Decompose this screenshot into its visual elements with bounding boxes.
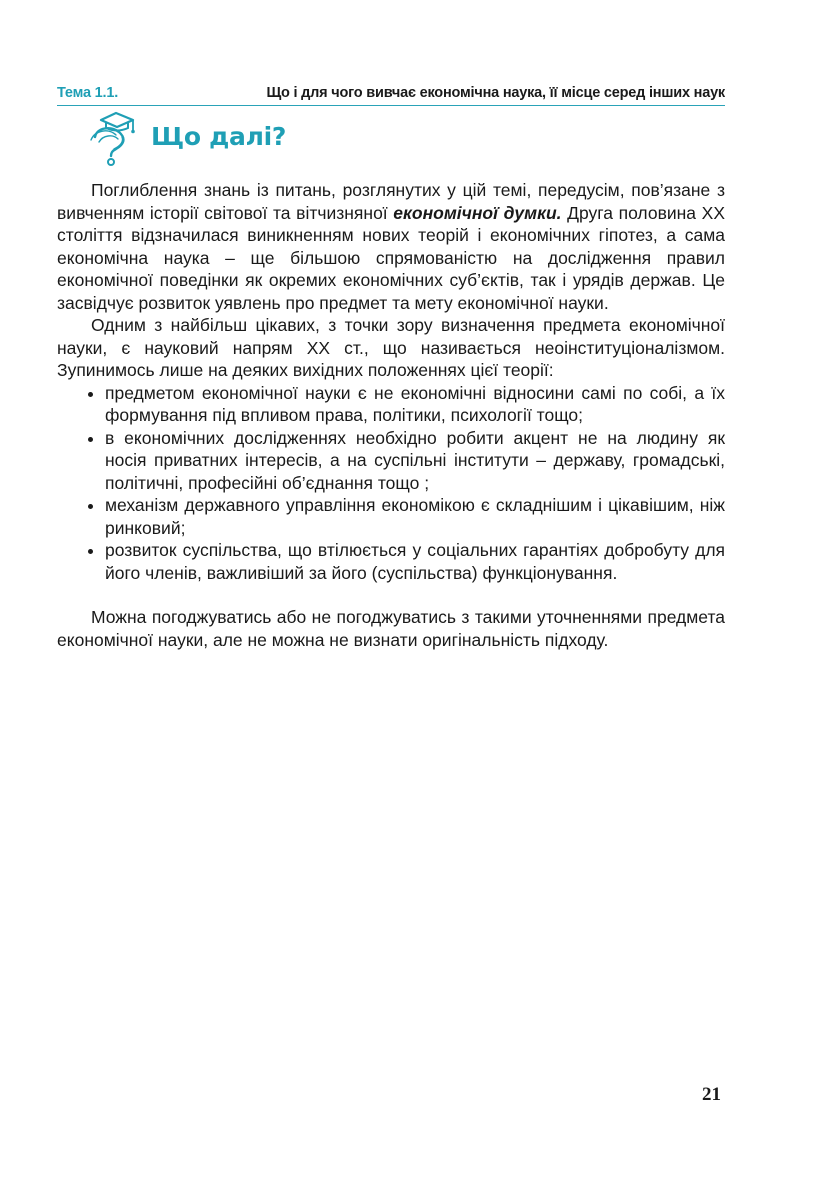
page-number: 21 bbox=[702, 1084, 721, 1105]
key-term: економічної думки. bbox=[393, 202, 562, 223]
body-text bbox=[57, 179, 725, 651]
bullet-item: предметом економічної науки є не економічні відносини самі по собі, а їх формування під впливом права, політики, психології тощо; bbox=[87, 382, 725, 427]
question-mark-graduation-cap-icon bbox=[89, 111, 141, 167]
bullet-item: розвиток суспільства, що втілюється у соціальних гарантіях добробуту для його членів, важливіший за його (суспільства) функціонування. bbox=[87, 539, 725, 584]
paragraph-1-intro: Поглиблення знань із питань, розглянутих у цій темі, передусім, пов’язане з вивченням історії світової та вітчизняної bbox=[57, 180, 725, 223]
section-heading bbox=[57, 110, 725, 168]
page bbox=[57, 84, 725, 651]
running-header bbox=[57, 84, 725, 106]
paragraph-1-rest: Друга половина ХХ століття відзначилася виникненням нових теорій і економічних гіпотез, а сама економічна наука – ще більшою спрямованістю на дослідження правил економічної поведінки як окремих економічних суб’єктів, так і урядів держав. Це засвідчує розвиток уявлень про предмет та мету економічної науки. bbox=[57, 202, 725, 313]
bullet-item: в економічних дослідженнях необхідно робити акцент не на людину як носія приватних інтересів, а на суспільні інститути – державу, громадські, політичні, професійні об’єднання тощо ; bbox=[87, 427, 725, 495]
chapter-title: Що і для чого вивчає економічна наука, її місце серед інших наук bbox=[266, 85, 725, 101]
paragraph-1 bbox=[57, 179, 725, 314]
paragraph-2: Одним з найбільш цікавих, з точки зору визначення предмета економічної науки, є науковий напрям ХХ ст., що називається неоінституціоналізмом. Зупинимось лише на деяких вихідних положеннях цієї теорії: bbox=[57, 315, 725, 380]
paragraph-3: Можна погоджуватись або не погоджуватись з такими уточненнями предмета економічної науки, але не можна не визнати оригінальність підходу. bbox=[57, 607, 725, 650]
topic-number: Тема 1.1. bbox=[57, 85, 119, 101]
bullet-list bbox=[57, 382, 725, 585]
bullet-item: механізм державного управління економікою є складнішим і цікавішим, ніж ринковий; bbox=[87, 494, 725, 539]
section-title: Що далі? bbox=[151, 121, 287, 151]
